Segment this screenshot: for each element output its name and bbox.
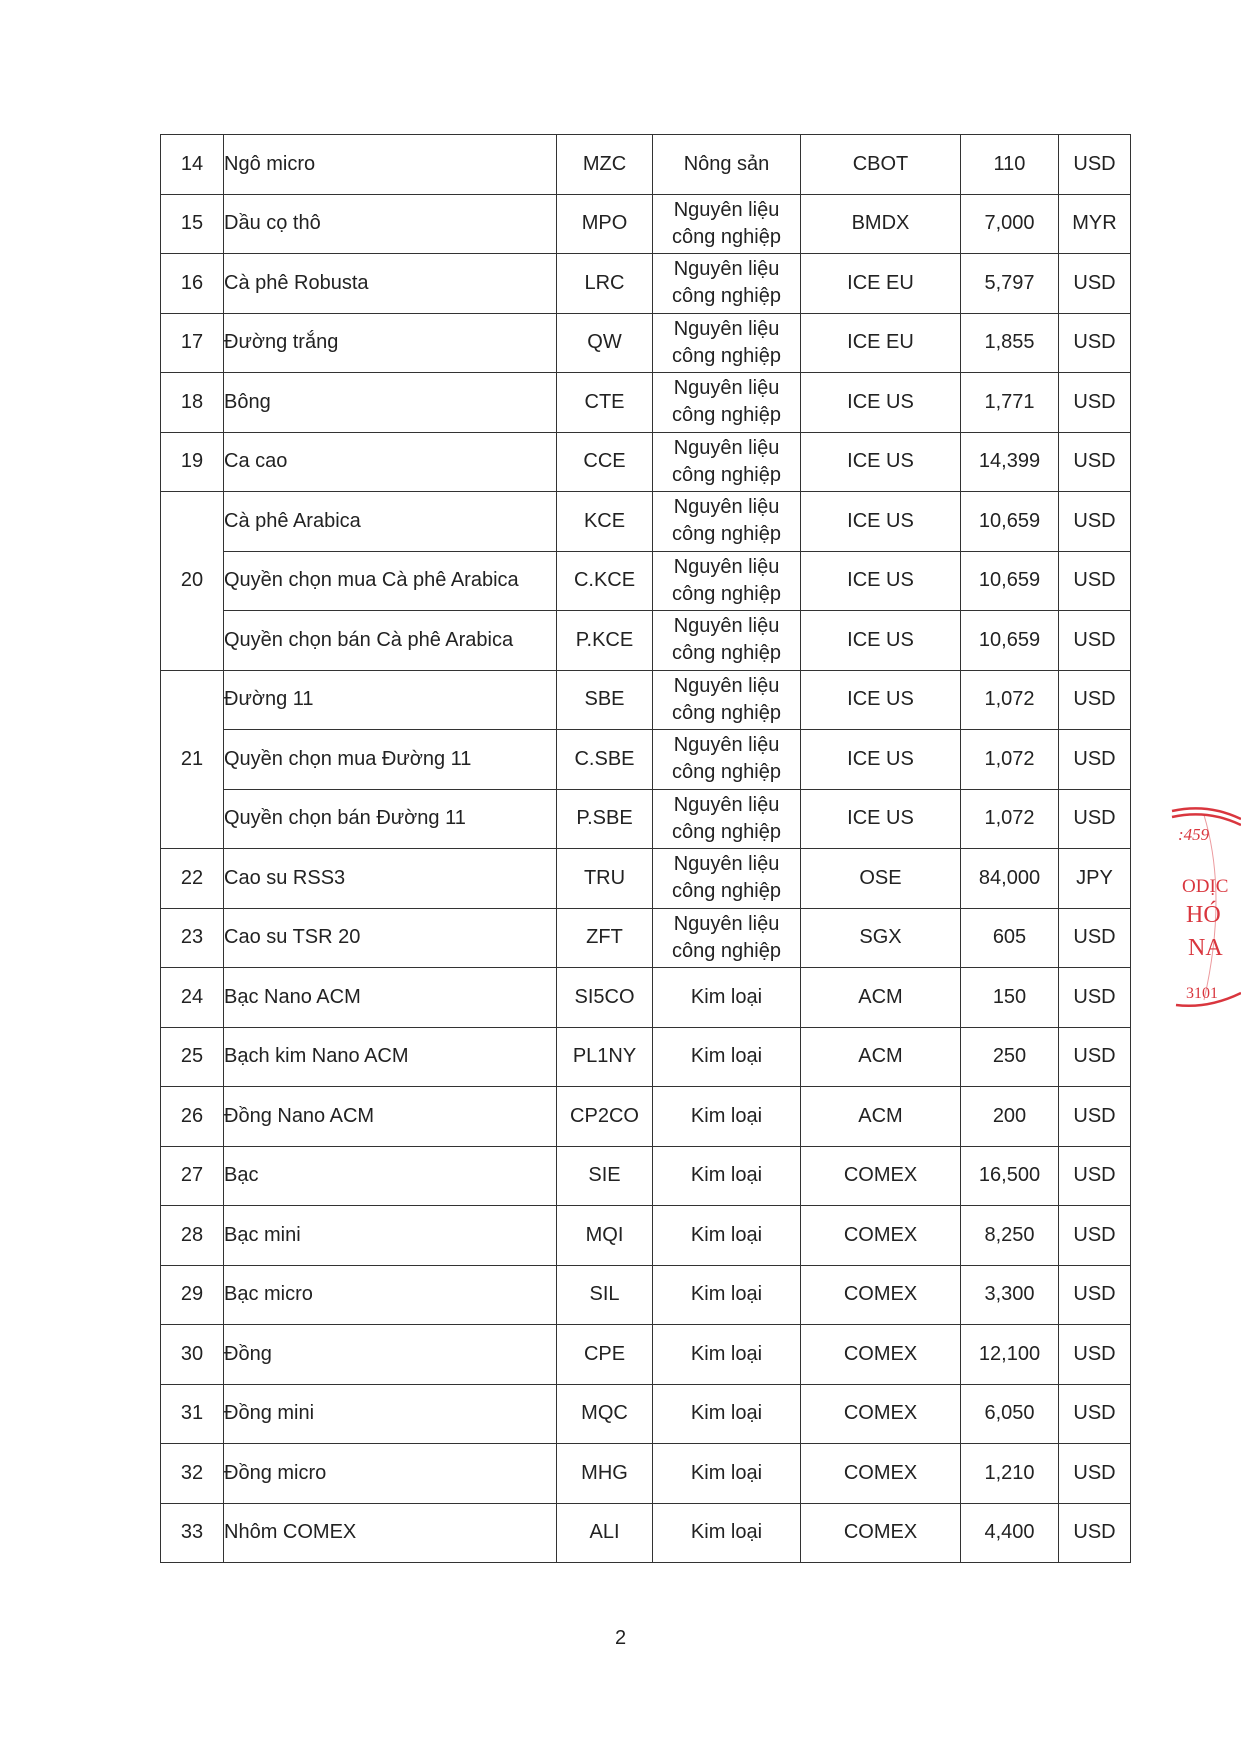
margin-value: 605 (961, 908, 1059, 968)
commodity-group: Kim loại (653, 1087, 801, 1147)
commodity-group: Kim loại (653, 1206, 801, 1266)
row-number: 31 (161, 1384, 224, 1444)
row-number: 15 (161, 194, 224, 254)
currency: USD (1059, 373, 1131, 433)
row-number: 33 (161, 1503, 224, 1563)
margin-value: 14,399 (961, 432, 1059, 492)
commodity-name: Đồng (224, 1325, 557, 1385)
commodity-name: Cà phê Robusta (224, 254, 557, 314)
commodity-group: Kim loại (653, 1444, 801, 1504)
commodity-group: Nguyên liệu công nghiệp (653, 194, 801, 254)
margin-value: 1,072 (961, 730, 1059, 790)
commodity-code: LRC (557, 254, 653, 314)
commodity-name: Quyền chọn mua Đường 11 (224, 730, 557, 790)
commodity-group: Kim loại (653, 1325, 801, 1385)
exchange: ICE EU (801, 254, 961, 314)
exchange: ICE US (801, 551, 961, 611)
commodity-code: CP2CO (557, 1087, 653, 1147)
exchange: ACM (801, 1027, 961, 1087)
row-number: 27 (161, 1146, 224, 1206)
commodity-group: Nguyên liệu công nghiệp (653, 730, 801, 790)
row-number: 26 (161, 1087, 224, 1147)
row-number: 23 (161, 908, 224, 968)
exchange: ICE US (801, 670, 961, 730)
commodity-code: C.SBE (557, 730, 653, 790)
margin-value: 10,659 (961, 492, 1059, 552)
exchange: ACM (801, 968, 961, 1028)
row-number: 20 (161, 492, 224, 671)
commodity-group: Nguyên liệu công nghiệp (653, 492, 801, 552)
commodity-code: SIL (557, 1265, 653, 1325)
exchange: SGX (801, 908, 961, 968)
commodity-code: C.KCE (557, 551, 653, 611)
currency: USD (1059, 1087, 1131, 1147)
margin-value: 150 (961, 968, 1059, 1028)
margin-value: 10,659 (961, 611, 1059, 671)
commodity-name: Bạc mini (224, 1206, 557, 1266)
commodity-code: CTE (557, 373, 653, 433)
commodity-group: Nguyên liệu công nghiệp (653, 373, 801, 433)
currency: USD (1059, 313, 1131, 373)
exchange: COMEX (801, 1265, 961, 1325)
margin-value: 110 (961, 135, 1059, 195)
table-row (161, 849, 1131, 909)
row-number: 21 (161, 670, 224, 849)
table-row (161, 968, 1131, 1028)
exchange: ICE US (801, 373, 961, 433)
commodity-code: MZC (557, 135, 653, 195)
exchange: COMEX (801, 1146, 961, 1206)
currency: USD (1059, 1146, 1131, 1206)
table-row (161, 908, 1131, 968)
commodity-name: Cao su TSR 20 (224, 908, 557, 968)
commodity-group: Kim loại (653, 1384, 801, 1444)
commodity-name: Quyền chọn bán Đường 11 (224, 789, 557, 849)
commodity-name: Đồng Nano ACM (224, 1087, 557, 1147)
currency: USD (1059, 1503, 1131, 1563)
commodity-name: Đường 11 (224, 670, 557, 730)
table-row (161, 789, 1131, 849)
table-row (161, 1384, 1131, 1444)
currency: USD (1059, 1265, 1131, 1325)
row-number: 25 (161, 1027, 224, 1087)
currency: USD (1059, 432, 1131, 492)
currency: JPY (1059, 849, 1131, 909)
commodity-name: Bạc micro (224, 1265, 557, 1325)
row-number: 24 (161, 968, 224, 1028)
currency: USD (1059, 1325, 1131, 1385)
row-number: 29 (161, 1265, 224, 1325)
row-number: 18 (161, 373, 224, 433)
exchange: COMEX (801, 1444, 961, 1504)
commodity-group: Kim loại (653, 1146, 801, 1206)
currency: USD (1059, 1027, 1131, 1087)
currency: USD (1059, 254, 1131, 314)
row-number: 14 (161, 135, 224, 195)
margin-value: 1,855 (961, 313, 1059, 373)
commodity-group: Kim loại (653, 1027, 801, 1087)
commodity-group: Nông sản (653, 135, 801, 195)
currency: MYR (1059, 194, 1131, 254)
commodity-code: KCE (557, 492, 653, 552)
currency: USD (1059, 1206, 1131, 1266)
seal-text: HÓ (1186, 902, 1221, 928)
commodity-group: Nguyên liệu công nghiệp (653, 670, 801, 730)
exchange: COMEX (801, 1325, 961, 1385)
margin-value: 10,659 (961, 551, 1059, 611)
commodity-group: Nguyên liệu công nghiệp (653, 432, 801, 492)
commodity-group: Nguyên liệu công nghiệp (653, 254, 801, 314)
seal-text: ODỊC (1182, 876, 1229, 897)
currency: USD (1059, 730, 1131, 790)
table-row (161, 313, 1131, 373)
exchange: COMEX (801, 1206, 961, 1266)
commodity-name: Quyền chọn bán Cà phê Arabica (224, 611, 557, 671)
margin-value: 200 (961, 1087, 1059, 1147)
commodity-code: SI5CO (557, 968, 653, 1028)
exchange: OSE (801, 849, 961, 909)
commodity-group: Nguyên liệu công nghiệp (653, 908, 801, 968)
commodity-name: Bạc Nano ACM (224, 968, 557, 1028)
currency: USD (1059, 135, 1131, 195)
currency: USD (1059, 1384, 1131, 1444)
row-number: 19 (161, 432, 224, 492)
table-row (161, 1325, 1131, 1385)
table-row (161, 1146, 1131, 1206)
margin-value: 6,050 (961, 1384, 1059, 1444)
row-number: 17 (161, 313, 224, 373)
margin-value: 1,771 (961, 373, 1059, 433)
exchange: ICE US (801, 789, 961, 849)
margin-value: 12,100 (961, 1325, 1059, 1385)
exchange: ICE US (801, 730, 961, 790)
commodity-code: MHG (557, 1444, 653, 1504)
table-row (161, 194, 1131, 254)
currency: USD (1059, 968, 1131, 1028)
margin-value: 1,072 (961, 670, 1059, 730)
commodity-name: Ngô micro (224, 135, 557, 195)
exchange: CBOT (801, 135, 961, 195)
table-row (161, 670, 1131, 730)
commodity-name: Cao su RSS3 (224, 849, 557, 909)
margin-value: 7,000 (961, 194, 1059, 254)
commodity-group: Nguyên liệu công nghiệp (653, 789, 801, 849)
commodity-name: Quyền chọn mua Cà phê Arabica (224, 551, 557, 611)
commodity-code: SIE (557, 1146, 653, 1206)
exchange: COMEX (801, 1503, 961, 1563)
seal-text: NA (1188, 935, 1223, 961)
exchange: ICE US (801, 432, 961, 492)
commodity-name: Đồng micro (224, 1444, 557, 1504)
commodity-code: ALI (557, 1503, 653, 1563)
commodity-code: MQC (557, 1384, 653, 1444)
exchange: BMDX (801, 194, 961, 254)
commodity-name: Nhôm COMEX (224, 1503, 557, 1563)
exchange: ICE EU (801, 313, 961, 373)
row-number: 28 (161, 1206, 224, 1266)
table-row (161, 1503, 1131, 1563)
margin-value: 250 (961, 1027, 1059, 1087)
currency: USD (1059, 492, 1131, 552)
commodity-group: Nguyên liệu công nghiệp (653, 849, 801, 909)
seal-text: 3101 (1186, 985, 1218, 1002)
commodity-group: Nguyên liệu công nghiệp (653, 611, 801, 671)
row-number: 22 (161, 849, 224, 909)
commodity-code: TRU (557, 849, 653, 909)
commodity-name: Đồng mini (224, 1384, 557, 1444)
row-number: 30 (161, 1325, 224, 1385)
commodity-code: QW (557, 313, 653, 373)
table-row (161, 135, 1131, 195)
table-row (161, 373, 1131, 433)
exchange: COMEX (801, 1384, 961, 1444)
table-row (161, 1265, 1131, 1325)
table-row (161, 254, 1131, 314)
table-row (161, 1206, 1131, 1266)
commodity-code: CCE (557, 432, 653, 492)
margin-value: 5,797 (961, 254, 1059, 314)
currency: USD (1059, 1444, 1131, 1504)
margin-value: 4,400 (961, 1503, 1059, 1563)
margin-value: 16,500 (961, 1146, 1059, 1206)
commodity-name: Cà phê Arabica (224, 492, 557, 552)
currency: USD (1059, 551, 1131, 611)
exchange: ICE US (801, 492, 961, 552)
commodity-name: Bạch kim Nano ACM (224, 1027, 557, 1087)
exchange: ICE US (801, 611, 961, 671)
table-row (161, 1444, 1131, 1504)
margin-value: 1,210 (961, 1444, 1059, 1504)
exchange: ACM (801, 1087, 961, 1147)
currency: USD (1059, 611, 1131, 671)
currency: USD (1059, 908, 1131, 968)
commodity-group: Kim loại (653, 1265, 801, 1325)
commodity-code: PL1NY (557, 1027, 653, 1087)
commodity-name: Đường trắng (224, 313, 557, 373)
commodity-code: P.SBE (557, 789, 653, 849)
table-row (161, 1087, 1131, 1147)
commodity-code: MPO (557, 194, 653, 254)
commodity-code: P.KCE (557, 611, 653, 671)
commodity-name: Bông (224, 373, 557, 433)
table-row (161, 432, 1131, 492)
red-seal-stamp (1168, 795, 1241, 1025)
table-row (161, 1027, 1131, 1087)
margin-value: 84,000 (961, 849, 1059, 909)
page-number: 2 (614, 1627, 627, 1649)
table-row (161, 730, 1131, 790)
commodity-group: Kim loại (653, 1503, 801, 1563)
margin-value: 3,300 (961, 1265, 1059, 1325)
margin-value: 8,250 (961, 1206, 1059, 1266)
commodity-name: Dầu cọ thô (224, 194, 557, 254)
commodity-table (160, 134, 1131, 1563)
margin-value: 1,072 (961, 789, 1059, 849)
row-number: 16 (161, 254, 224, 314)
commodity-name: Ca cao (224, 432, 557, 492)
table-row (161, 611, 1131, 671)
seal-text: :459 (1178, 825, 1210, 844)
table-row (161, 551, 1131, 611)
commodity-code: SBE (557, 670, 653, 730)
commodity-group: Nguyên liệu công nghiệp (653, 313, 801, 373)
row-number: 32 (161, 1444, 224, 1504)
commodity-name: Bạc (224, 1146, 557, 1206)
currency: USD (1059, 670, 1131, 730)
table-row (161, 492, 1131, 552)
currency: USD (1059, 789, 1131, 849)
commodity-code: MQI (557, 1206, 653, 1266)
commodity-group: Kim loại (653, 968, 801, 1028)
commodity-code: CPE (557, 1325, 653, 1385)
commodity-code: ZFT (557, 908, 653, 968)
seal-graphic (1168, 795, 1241, 1025)
commodity-group: Nguyên liệu công nghiệp (653, 551, 801, 611)
